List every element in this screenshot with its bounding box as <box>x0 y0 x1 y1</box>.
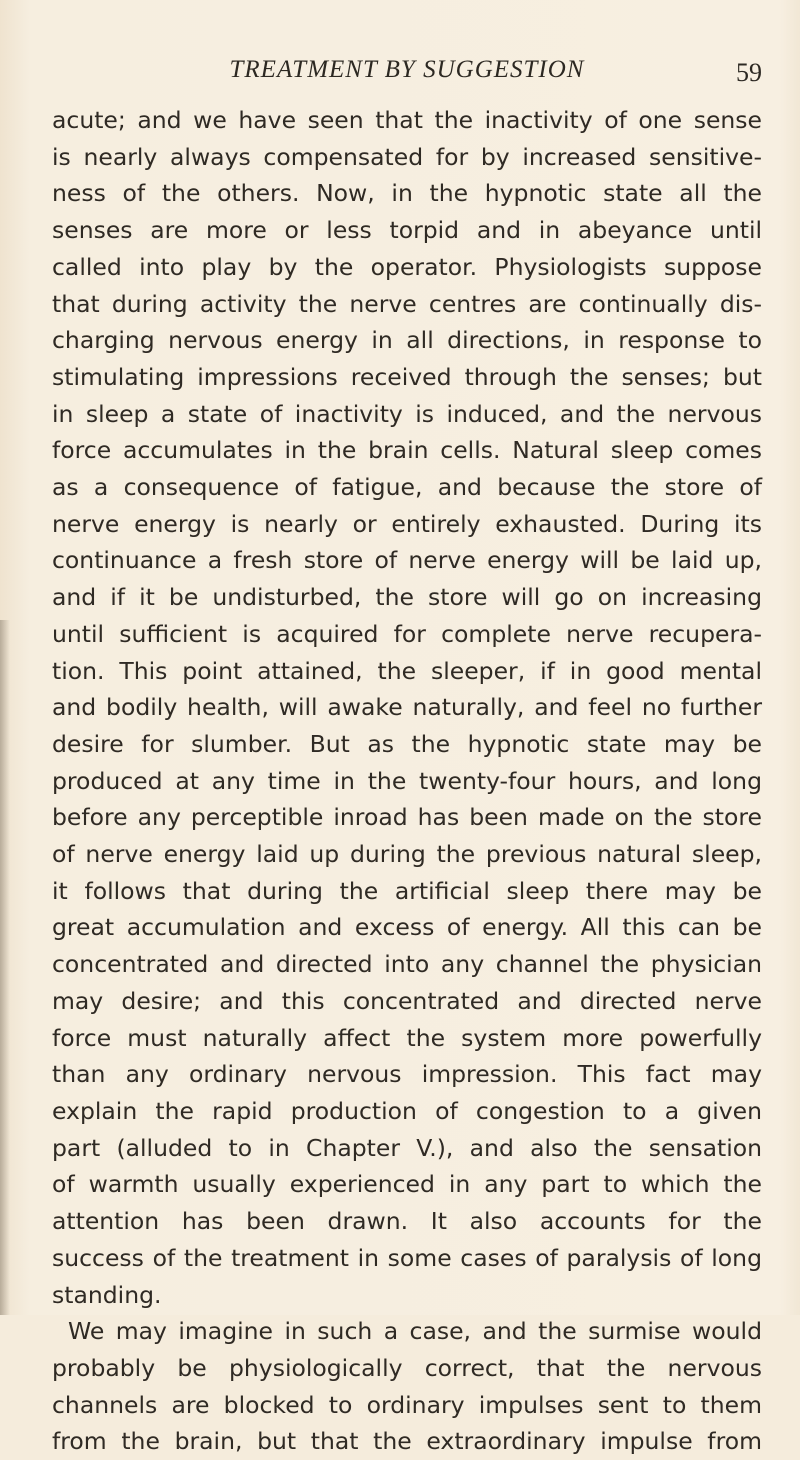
text-line: desire for slumber. But as the hypnotic state may be <box>52 729 762 758</box>
text-line: part (alluded to in Chapter V.), and also the sensation <box>52 1133 762 1162</box>
text-line: stimulating impressions received through the senses; but <box>52 362 762 391</box>
text-line: as a consequence of fatigue, and because the store of <box>52 473 762 502</box>
text-line: ness of the others. Now, in the hypnotic state all the <box>52 179 762 208</box>
text-line: produced at any time in the twenty-four hours, and long <box>52 766 762 795</box>
text-line: success of the treatment in some cases of paralysis of long <box>52 1243 762 1272</box>
text-line: that during activity the nerve centres are continually dis- <box>52 289 762 318</box>
text-line: it follows that during the artificial sleep there may be <box>52 876 762 905</box>
text-line: of nerve energy laid up during the previous natural sleep, <box>52 840 762 869</box>
text-line: force must naturally affect the system more powerfully <box>52 1023 762 1052</box>
text-line: We may imagine in such a case, and the surmise would <box>68 1317 762 1346</box>
text-line: from the brain, but that the extraordinary impulse from <box>52 1427 762 1456</box>
page-header <box>52 52 762 92</box>
gutter-shadow <box>0 620 10 1315</box>
text-line: and if it be undisturbed, the store will go on increasing <box>52 583 762 612</box>
text-line: charging nervous energy in all directions, in response to <box>52 326 762 355</box>
text-line: until sufficient is acquired for complete nerve recupera- <box>52 619 762 648</box>
body-text <box>52 102 762 1460</box>
text-line: called into play by the operator. Physiologists suppose <box>52 252 762 281</box>
paragraph <box>52 1313 762 1460</box>
text-line: of warmth usually experienced in any part to which the <box>52 1170 762 1199</box>
text-line: senses are more or less torpid and in abeyance until <box>52 216 762 245</box>
text-line: acute; and we have seen that the inactivity of one sense <box>52 106 762 134</box>
text-line: tion. This point attained, the sleeper, if in good mental <box>52 656 762 685</box>
text-line: probably be physiologically correct, that the nervous <box>52 1353 762 1382</box>
text-line: channels are blocked to ordinary impulses sent to them <box>52 1390 762 1419</box>
running-head: TREATMENT BY SUGGESTION <box>229 56 585 83</box>
text-line: in sleep a state of inactivity is induced, and the nervous <box>52 399 762 428</box>
text-line: nerve energy is nearly or entirely exhausted. During its <box>52 509 762 538</box>
text-line: is nearly always compensated for by increased sensitive- <box>52 142 762 171</box>
text-line: and bodily health, will awake naturally, and feel no further <box>52 693 762 722</box>
text-line: before any perceptible inroad has been made on the store <box>52 803 762 832</box>
text-line: force accumulates in the brain cells. Natural sleep comes <box>52 436 762 465</box>
text-line: concentrated and directed into any channel the physician <box>52 950 762 979</box>
text-line: than any ordinary nervous impression. This fact may <box>52 1060 762 1089</box>
page-number: 59 <box>736 58 762 87</box>
text-line: may desire; and this concentrated and directed nerve <box>52 986 762 1015</box>
text-line: explain the rapid production of congestion to a given <box>52 1096 762 1125</box>
text-line: attention has been drawn. It also accounts for the <box>52 1207 762 1236</box>
text-line: continuance a fresh store of nerve energy will be laid up, <box>52 546 762 575</box>
paragraph <box>52 102 762 1313</box>
text-line: standing. <box>52 1280 162 1309</box>
text-line: great accumulation and excess of energy. All this can be <box>52 913 762 942</box>
